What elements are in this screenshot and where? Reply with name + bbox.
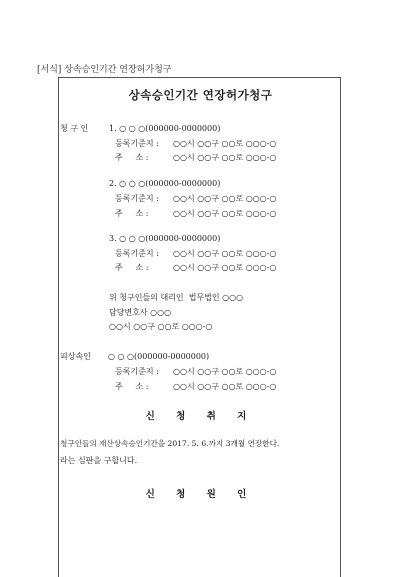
decedent-name: ○ ○ ○(000000-0000000) xyxy=(108,352,210,361)
claimant-reg-value: ○○시 ○○구 ○○로 ○○○-○ xyxy=(173,139,277,148)
claimant-reg-value: ○○시 ○○구 ○○로 ○○○-○ xyxy=(173,249,277,258)
claimant-addr-value: ○○시 ○○구 ○○로 ○○○-○ xyxy=(173,209,277,218)
purpose-line-2: 라는 심판을 구합니다. xyxy=(60,456,138,465)
claimant-name: 1. ○ ○ ○(000000-0000000) xyxy=(109,124,221,133)
agent-line-1: 위 청구인들의 대리인 법무법인 ○○○ xyxy=(109,293,244,302)
claimant-name: 3. ○ ○ ○(000000-0000000) xyxy=(109,234,221,243)
claimant-addr-label: 주 소 : xyxy=(115,153,149,162)
claimant-reg-label: 등록기준지 : xyxy=(115,194,159,203)
document-title: 상속승인기간 연장허가청구 xyxy=(128,88,273,102)
agent-line-3: ○○시 ○○구 ○○로 ○○○-○ xyxy=(109,322,213,331)
form-label: [서식] 상속승인기간 연장허가청구 xyxy=(37,65,172,75)
claimant-addr-label: 주 소 : xyxy=(115,263,149,272)
document-box xyxy=(58,77,341,577)
decedent-addr-label: 주 소 : xyxy=(115,382,149,391)
agent-line-2: 담당변호사 ○○○ xyxy=(109,308,172,317)
decedent-label: 피상속인 xyxy=(60,352,91,361)
claimants-label: 청 구 인 xyxy=(60,124,89,133)
claimant-reg-label: 등록기준지 : xyxy=(115,139,159,148)
claimant-name: 2. ○ ○ ○(000000-0000000) xyxy=(109,179,221,188)
reason-heading: 신 청 원 인 xyxy=(145,489,256,500)
decedent-reg-label: 등록기준지 : xyxy=(115,367,159,376)
claimant-reg-value: ○○시 ○○구 ○○로 ○○○-○ xyxy=(173,194,277,203)
decedent-addr-value: ○○시 ○○구 ○○로 ○○○-○ xyxy=(173,382,277,391)
claimant-addr-label: 주 소 : xyxy=(115,209,149,218)
claimant-addr-value: ○○시 ○○구 ○○로 ○○○-○ xyxy=(173,263,277,272)
decedent-reg-value: ○○시 ○○구 ○○로 ○○○-○ xyxy=(173,367,277,376)
claimant-reg-label: 등록기준지 : xyxy=(115,249,159,258)
purpose-line-1: 청구인들의 재산상속승인기간을 2017. 5. 6.까지 3개월 연장한다. xyxy=(60,439,280,448)
purpose-heading: 신 청 취 지 xyxy=(145,411,256,422)
claimant-addr-value: ○○시 ○○구 ○○로 ○○○-○ xyxy=(173,153,277,162)
